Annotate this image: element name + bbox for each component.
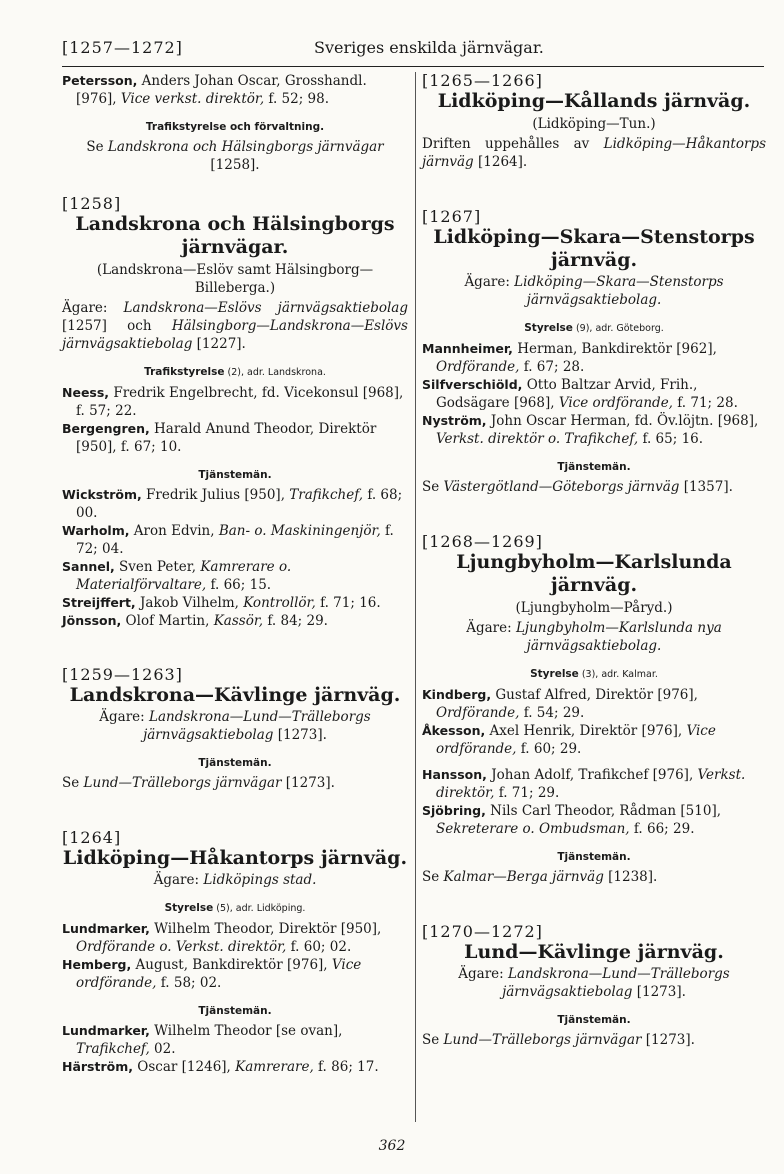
note-num: [1264]. xyxy=(473,154,528,170)
owner-name: Landskrona—Lund—Trälleborgs järnvägsaktiebolag xyxy=(143,709,371,743)
see-reference-1270 xyxy=(422,1031,766,1049)
person-text: Axel Henrik, Direktör [976], xyxy=(485,723,683,739)
owner-num: [1227]. xyxy=(192,336,246,352)
person-name: Kindberg, xyxy=(422,687,492,702)
board-head-1268 xyxy=(422,665,766,684)
see-prefix: Se xyxy=(422,479,440,495)
person-entry xyxy=(62,522,408,558)
section-number-1258: [1258] xyxy=(62,194,122,213)
owner-name: Lidköpings stad. xyxy=(199,872,317,888)
board-label: Styrelse xyxy=(530,668,579,680)
person-text: Wilhelm Theodor, Direktör [950], xyxy=(149,921,382,937)
person-text: Harald Anund Theodor, Direktör [950], f. 67; 10. xyxy=(76,421,377,455)
see-num: [1357]. xyxy=(679,479,733,495)
route-1265: (Lidköping—Tun.) xyxy=(532,116,656,132)
note-ref: Lidköping—Håkantorps järnväg xyxy=(422,136,766,170)
person-entry xyxy=(422,722,766,758)
person-tail: f. 71; 16. xyxy=(315,595,381,611)
board-meta: (2), adr. Landskrona. xyxy=(224,367,326,378)
entry-tail: f. 52; 98. xyxy=(264,91,330,107)
section-title-1264: Lidköping—Håkantorps järnväg. xyxy=(62,847,408,869)
person-text: Oscar [1246], xyxy=(133,1059,231,1075)
board-head-1264 xyxy=(62,899,408,918)
owner-name: Hälsingborg—Landskrona—Eslövs järnvägsaktiebolag xyxy=(62,318,408,352)
person-role: Vice ordförande, xyxy=(436,723,716,757)
person-entry xyxy=(62,920,408,956)
person-text: Fredrik Engelbrecht, fd. Vicekonsul [968], f. 57; 22. xyxy=(76,385,404,419)
person-name: Jönsson, xyxy=(62,613,122,628)
see-prefix: Se xyxy=(422,1032,440,1048)
staff-list-1258 xyxy=(62,486,408,630)
person-tail: f. 60; 29. xyxy=(516,741,582,757)
person-role: Vice ordförande, xyxy=(554,395,673,411)
see-num: [1258]. xyxy=(210,157,260,173)
person-name: Nyström, xyxy=(422,413,487,428)
person-name: Bergengren, xyxy=(62,421,150,436)
person-entry xyxy=(62,420,408,456)
person-name: Silfverschiöld, xyxy=(422,377,523,392)
see-reference-1259 xyxy=(62,774,408,792)
owner-num: [1273]. xyxy=(632,984,686,1000)
owner-label: Ägare: xyxy=(99,709,145,725)
person-entry xyxy=(62,594,408,612)
owner-name: Lidköping—Skara—Stenstorps järnvägsaktiebolag. xyxy=(509,274,724,308)
person-tail: f. 67; 28. xyxy=(519,359,585,375)
person-entry xyxy=(62,1022,408,1058)
person-tail: f. 66; 15. xyxy=(206,577,272,593)
person-entry xyxy=(422,686,766,722)
person-entry xyxy=(422,376,766,412)
person-text: August, Bankdirektör [976], xyxy=(131,957,328,973)
board-label: Styrelse xyxy=(524,322,573,334)
staff-list-1264 xyxy=(62,1022,408,1076)
person-text: John Oscar Herman, fd. Öv.löjtn. [968], xyxy=(486,413,759,429)
person-text: Herman, Bankdirektör [962], xyxy=(512,341,717,357)
person-text: Sven Peter, xyxy=(114,559,197,575)
entry-petersson xyxy=(62,72,408,108)
header-range: [1257—1272] xyxy=(62,38,183,57)
board-head-1267 xyxy=(422,319,766,338)
section-number-1270: [1270—1272] xyxy=(422,922,543,941)
page-header xyxy=(62,36,764,67)
person-role: Ordförande, xyxy=(436,705,520,721)
person-tail: f. 71; 29. xyxy=(494,785,560,801)
person-text: Wilhelm Theodor [se ovan], xyxy=(149,1023,343,1039)
owner-1270 xyxy=(422,965,766,1001)
person-name: Hansson, xyxy=(422,767,487,782)
owner-label: Ägare: xyxy=(458,966,504,982)
person-text: Johan Adolf, Trafikchef [976], xyxy=(486,767,694,783)
board-members-1264 xyxy=(62,920,408,992)
owner-1264 xyxy=(62,871,408,889)
person-role: Trafikchef, xyxy=(76,1041,150,1057)
person-name: Streijffert, xyxy=(62,595,136,610)
person-entry xyxy=(62,956,408,992)
entry-name: Petersson, xyxy=(62,73,138,88)
section-title-1259: Landskrona—Kävlinge järnväg. xyxy=(69,684,401,706)
person-entry xyxy=(422,340,766,376)
operation-note-1265 xyxy=(422,135,766,171)
person-role: Vice ordförande, xyxy=(76,957,362,991)
board-members-1267 xyxy=(422,340,766,448)
owner-label: Ägare: xyxy=(153,872,200,888)
board-label: Trafikstyrelse xyxy=(144,366,225,378)
person-role: Kassör, xyxy=(209,613,264,629)
header-title: Sveriges enskilda järnvägar. xyxy=(314,38,544,57)
person-name: Hemberg, xyxy=(62,957,132,972)
person-tail: 02. xyxy=(149,1041,176,1057)
person-role: Kamrerare, xyxy=(230,1059,314,1075)
person-role: Ordförande o. Verkst. direktör, xyxy=(76,939,287,955)
person-tail: f. 60; 02. xyxy=(286,939,352,955)
person-text: Aron Edvin, xyxy=(129,523,215,539)
person-role: Ordförande, xyxy=(436,359,520,375)
owner-1267 xyxy=(422,273,766,309)
officers-1268 xyxy=(422,766,766,838)
entry-role: Vice verkst. direktör, xyxy=(116,91,265,107)
person-name: Mannheimer, xyxy=(422,341,513,356)
board-head-1258 xyxy=(62,363,408,382)
person-entry xyxy=(62,1058,408,1076)
see-num: [1273]. xyxy=(641,1032,695,1048)
person-tail: f. 68; 00. xyxy=(76,487,403,521)
staff-head-1258: Tjänstemän. xyxy=(198,469,272,481)
person-text: Nils Carl Theodor, Rådman [510], xyxy=(485,803,722,819)
person-entry xyxy=(62,612,408,630)
owner-name: Landskrona—Lund—Trälleborgs järnvägsaktiebolag xyxy=(502,966,730,1000)
owner-mid: [1257] och xyxy=(62,318,152,334)
section-title-1267: Lidköping—Skara—Stenstorps järnväg. xyxy=(433,226,755,271)
column-divider xyxy=(415,72,416,1122)
owner-label: Ägare: xyxy=(466,620,512,636)
person-name: Sannel, xyxy=(62,559,115,574)
left-column xyxy=(62,72,408,1122)
see-ref: Landskrona och Hälsingborgs järnvägar xyxy=(103,139,384,155)
person-role: Kontrollör, xyxy=(238,595,316,611)
owner-1268 xyxy=(422,619,766,655)
see-ref: Västergötland—Göteborgs järnväg xyxy=(439,479,680,495)
see-prefix: Se xyxy=(422,869,440,885)
person-name: Wickström, xyxy=(62,487,142,502)
staff-head-1267: Tjänstemän. xyxy=(557,461,631,473)
section-title-1265: Lidköping—Kållands järnväg. xyxy=(437,90,751,112)
person-entry xyxy=(422,412,766,448)
section-title-1268: Ljungbyholm—Karlslunda järnväg. xyxy=(456,551,732,596)
owner-name: Landskrona—Eslövs järnvägsaktiebolag xyxy=(107,300,408,316)
person-name: Warholm, xyxy=(62,523,130,538)
right-column xyxy=(422,72,766,1122)
see-reference-1267 xyxy=(422,478,766,496)
owner-name: Ljungbyholm—Karlslunda nya järnvägsaktiebolag. xyxy=(511,620,722,654)
person-role: Verkst. direktör, xyxy=(436,767,746,801)
person-entry xyxy=(62,558,408,594)
person-name: Härström, xyxy=(62,1059,134,1074)
section-number-1259: [1259—1263] xyxy=(62,665,183,684)
board-meta: (5), adr. Lidköping. xyxy=(213,903,306,914)
route-1268: (Ljungbyholm—Påryd.) xyxy=(515,600,673,616)
person-tail: f. 71; 28. xyxy=(672,395,738,411)
board-meta: (9), adr. Göteborg. xyxy=(572,323,664,334)
see-reference xyxy=(62,138,408,174)
person-tail: f. 54; 29. xyxy=(519,705,585,721)
person-entry xyxy=(62,384,408,420)
staff-head-1268: Tjänstemän. xyxy=(557,851,631,863)
person-name: Sjöbring, xyxy=(422,803,486,818)
board-members-1258 xyxy=(62,384,408,456)
section-number-1268: [1268—1269] xyxy=(422,532,543,551)
person-name: Lundmarker, xyxy=(62,921,150,936)
subhead-trafikstyrelse-forvaltning: Trafikstyrelse och förvaltning. xyxy=(145,121,325,133)
see-ref: Lund—Trälleborgs järnvägar xyxy=(79,775,282,791)
section-title-1270: Lund—Kävlinge järnväg. xyxy=(464,941,724,963)
section-number-1264: [1264] xyxy=(62,828,122,847)
owner-1258 xyxy=(62,299,408,353)
section-number-1265: [1265—1266] xyxy=(422,71,543,90)
person-role: Trafikchef, xyxy=(284,487,364,503)
person-role: Verkst. direktör o. Trafikchef, xyxy=(436,431,639,447)
section-title-1258: Landskrona och Hälsingborgs järnvägar. xyxy=(75,213,395,258)
see-reference-1268 xyxy=(422,868,766,886)
see-prefix: Se xyxy=(62,775,80,791)
board-label: Styrelse xyxy=(164,902,214,914)
board-members-1268 xyxy=(422,686,766,758)
person-name: Lundmarker, xyxy=(62,1023,150,1038)
person-entry xyxy=(422,766,766,802)
person-entry xyxy=(62,486,408,522)
person-tail: f. 84; 29. xyxy=(263,613,328,629)
staff-head-1259: Tjänstemän. xyxy=(198,757,272,769)
person-role: Sekreterare o. Ombudsman, xyxy=(436,821,630,837)
person-text: Gustaf Alfred, Direktör [976], xyxy=(491,687,698,703)
owner-num: [1273]. xyxy=(273,727,327,743)
owner-1259 xyxy=(62,708,408,744)
staff-head-1264: Tjänstemän. xyxy=(198,1005,272,1017)
person-tail: f. 65; 16. xyxy=(638,431,704,447)
note-text: Driften uppehålles av xyxy=(422,136,590,152)
person-tail: f. 72; 04. xyxy=(76,523,394,557)
person-text: Otto Baltzar Arvid, Frih., Godsägare [968], xyxy=(436,377,698,411)
person-tail: f. 66; 29. xyxy=(629,821,695,837)
person-name: Åkesson, xyxy=(422,723,486,738)
person-text: Olof Martin, xyxy=(121,613,210,629)
page-number: 362 xyxy=(378,1138,406,1154)
route-1258: (Landskrona—Eslöv samt Hälsingborg—Billeberga.) xyxy=(96,262,374,296)
staff-head-1270: Tjänstemän. xyxy=(557,1014,631,1026)
see-ref: Kalmar—Berga järnväg xyxy=(439,869,604,885)
person-text: Jakob Vilhelm, xyxy=(135,595,239,611)
person-name: Neess, xyxy=(62,385,110,400)
see-prefix: Se xyxy=(86,139,104,155)
entry-text: Anders Johan Oscar, Grosshandl. [976], xyxy=(76,73,367,107)
person-entry xyxy=(422,802,766,838)
person-tail: f. 58; 02. xyxy=(156,975,222,991)
person-role: Kamrerare o. Materialförvaltare, xyxy=(76,559,292,593)
see-num: [1238]. xyxy=(603,869,658,885)
person-tail: f. 86; 17. xyxy=(313,1059,379,1075)
owner-label: Ägare: xyxy=(62,300,108,316)
see-num: [1273]. xyxy=(281,775,335,791)
person-text: Fredrik Julius [950], xyxy=(141,487,285,503)
board-meta: (3), adr. Kalmar. xyxy=(578,669,658,680)
see-ref: Lund—Trälleborgs järnvägar xyxy=(439,1032,642,1048)
owner-label: Ägare: xyxy=(464,274,510,290)
section-number-1267: [1267] xyxy=(422,207,482,226)
person-role: Ban- o. Maskiningenjör, xyxy=(214,523,381,539)
